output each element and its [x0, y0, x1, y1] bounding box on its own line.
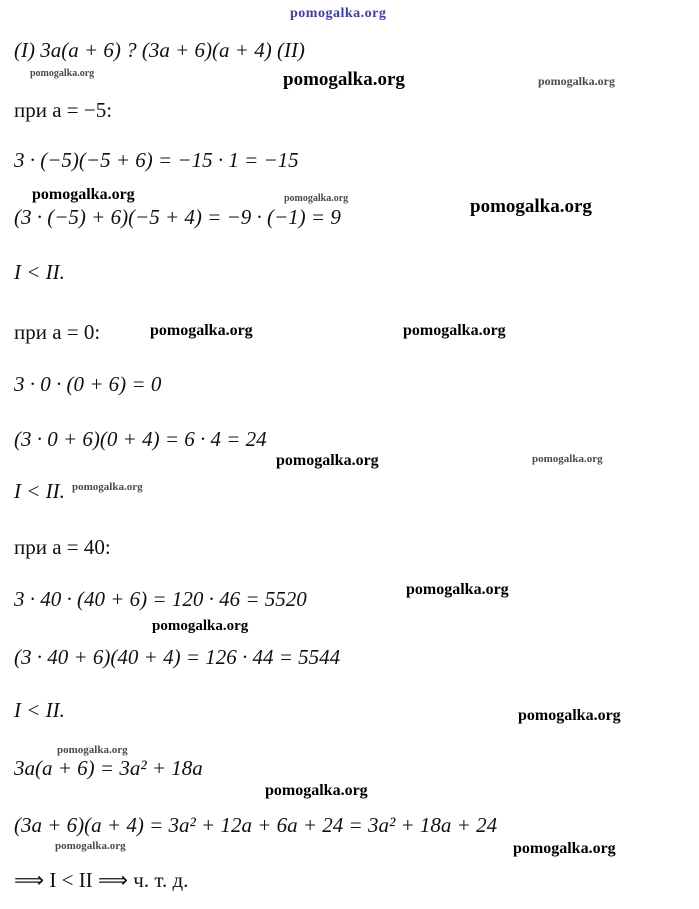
math-line-4: (3 · (−5) + 6)(−5 + 4) = −9 · (−1) = 9: [14, 205, 341, 229]
math-line-14: 3a(a + 6) = 3a² + 18a: [14, 756, 203, 780]
watermark-16: pomogalka.org: [265, 782, 368, 799]
watermark-7: pomogalka.org: [150, 322, 253, 339]
math-line-1: (I) 3a(a + 6) ? (3a + 6)(a + 4) (II): [14, 38, 305, 62]
watermark-4: pomogalka.org: [32, 186, 135, 203]
watermark-8: pomogalka.org: [403, 322, 506, 339]
watermark-17: pomogalka.org: [55, 840, 126, 852]
math-line-15: (3a + 6)(a + 4) = 3a² + 12a + 6a + 24 = 3a² + 18a + 24: [14, 813, 498, 837]
math-line-11: 3 · 40 · (40 + 6) = 120 · 46 = 5520: [14, 587, 307, 611]
watermark-12: pomogalka.org: [406, 581, 509, 598]
math-line-6: при a = 0:: [14, 320, 101, 344]
watermark-18: pomogalka.org: [513, 840, 616, 857]
math-line-13: I < II.: [14, 698, 65, 722]
math-line-9: I < II.: [14, 479, 65, 503]
math-line-12: (3 · 40 + 6)(40 + 4) = 126 · 44 = 5544: [14, 645, 341, 669]
watermark-top: pomogalka.org: [290, 6, 387, 21]
watermark-10: pomogalka.org: [532, 453, 603, 465]
watermark-6: pomogalka.org: [470, 196, 592, 217]
math-line-10: при a = 40:: [14, 535, 111, 559]
watermark-15: pomogalka.org: [57, 744, 128, 756]
math-line-3: 3 · (−5)(−5 + 6) = −15 · 1 = −15: [14, 148, 299, 172]
watermark-2: pomogalka.org: [283, 69, 405, 90]
watermark-5: pomogalka.org: [284, 193, 349, 204]
math-line-5: I < II.: [14, 260, 65, 284]
math-line-16: ⟹ I < II ⟹ ч. т. д.: [14, 868, 189, 892]
math-line-8: (3 · 0 + 6)(0 + 4) = 6 · 4 = 24: [14, 427, 267, 451]
watermark-13: pomogalka.org: [152, 618, 249, 634]
math-line-7: 3 · 0 · (0 + 6) = 0: [14, 372, 162, 396]
watermark-11: pomogalka.org: [72, 481, 143, 493]
watermark-14: pomogalka.org: [518, 707, 621, 724]
math-line-2: при a = −5:: [14, 98, 113, 122]
watermark-9: pomogalka.org: [276, 452, 379, 469]
watermark-1: pomogalka.org: [30, 68, 95, 79]
watermark-3: pomogalka.org: [538, 74, 616, 88]
